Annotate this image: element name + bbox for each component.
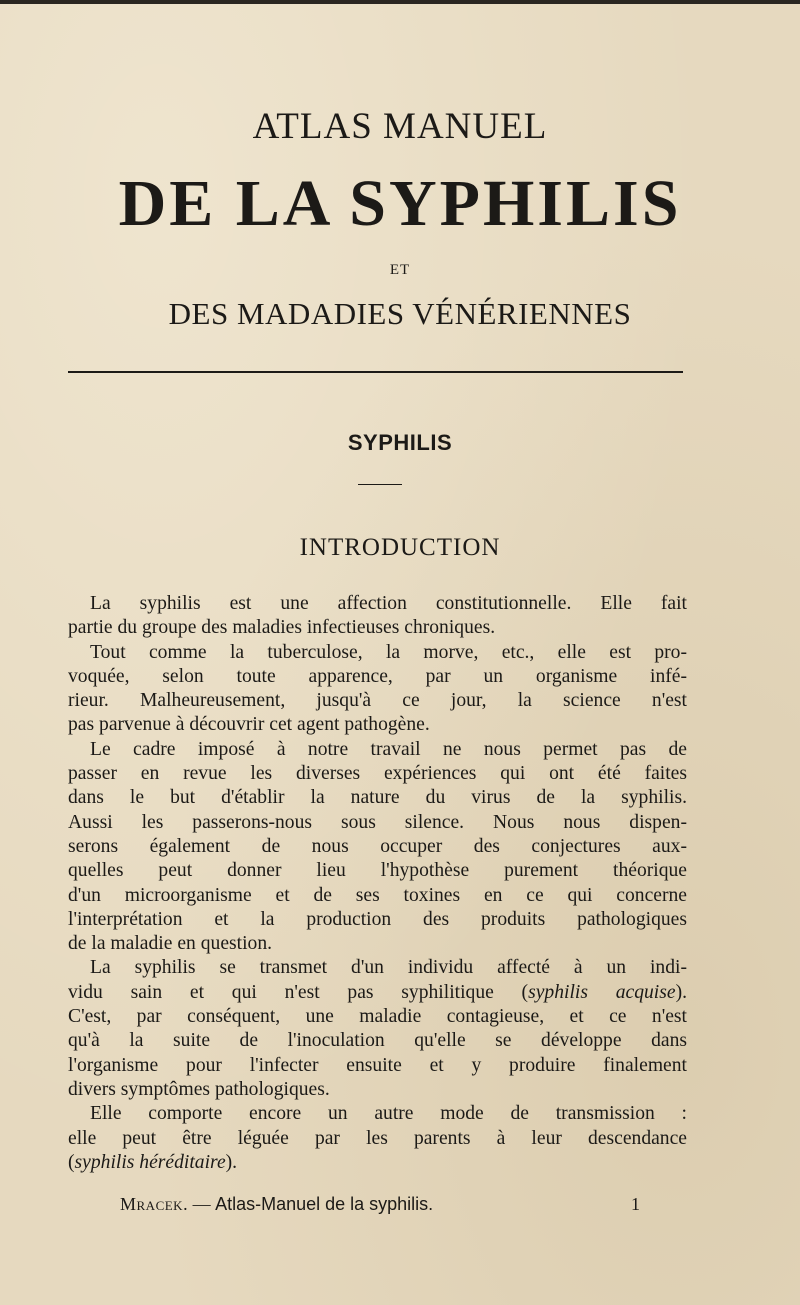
- text-line: de la maladie en question.: [68, 933, 273, 955]
- text-line: Tout comme la tuberculose, la morve, etc., elle est pro-: [90, 641, 687, 663]
- page-number: 1: [631, 1194, 640, 1214]
- text-line: l'interprétation et la production des produits pathologiques: [68, 908, 687, 930]
- text-line: Aussi les passerons-nous sous silence. Nous nous dispen-: [68, 811, 687, 833]
- text-line: passer en revue les diverses expériences qui ont été faites: [68, 763, 687, 785]
- paragraph: [68, 641, 687, 738]
- text-line: La syphilis est une affection constitutionnelle. Elle fait: [90, 593, 687, 614]
- text-line: partie du groupe des maladies infectieuses chroniques.: [68, 617, 496, 639]
- paragraph: [68, 956, 687, 1102]
- top-edge: [0, 0, 800, 4]
- footer-author: Mracek.: [120, 1194, 189, 1214]
- text-line: Le cadre imposé à notre travail ne nous permet pas de: [90, 738, 687, 760]
- title-line-3: DES MADADIES VÉNÉRIENNES: [168, 296, 632, 331]
- paragraph: [68, 1102, 687, 1175]
- section-divider: [358, 484, 402, 485]
- section-title: SYPHILIS: [347, 430, 453, 455]
- text-line: rieur. Malheureusement, jusqu'à ce jour, la science n'est: [68, 690, 687, 712]
- chapter-title: INTRODUCTION: [299, 534, 501, 561]
- title-line-1: ATLAS MANUEL: [252, 106, 548, 147]
- text-line: divers symptômes pathologiques.: [68, 1078, 330, 1100]
- footer-signature: [120, 1194, 433, 1215]
- body-text: [68, 592, 687, 1175]
- footer-book-title: Atlas-Manuel de la syphilis.: [215, 1194, 434, 1214]
- paragraph: [68, 738, 687, 957]
- title-conjunction: ET: [389, 262, 411, 278]
- text-line: elle peut être léguée par les parents à leur descendance: [68, 1127, 687, 1149]
- footer-dash: —: [192, 1194, 211, 1214]
- text-line: l'organisme pour l'infecter ensuite et y produire finalement: [68, 1054, 687, 1076]
- text-line: d'un microorganisme et de ses toxines en ce qui concerne: [68, 884, 687, 906]
- text-line: dans le but d'établir la nature du virus de la syphilis.: [68, 787, 687, 809]
- text-line: quelles peut donner lieu l'hypothèse purement théorique: [68, 860, 687, 882]
- text-line: pas parvenue à découvrir cet agent pathogène.: [68, 714, 430, 736]
- text-line: serons également de nous occuper des conjectures aux-: [68, 835, 687, 857]
- page-footer: [120, 1194, 640, 1215]
- text-line: C'est, par conséquent, une maladie contagieuse, et ce n'est: [68, 1006, 687, 1028]
- text-line: (syphilis héréditaire).: [68, 1151, 238, 1173]
- text-line: voquée, selon toute apparence, par un organisme infé-: [68, 665, 687, 687]
- paragraph: [68, 592, 687, 641]
- text-line: La syphilis se transmet d'un individu affecté à un indi-: [90, 957, 687, 979]
- title-line-2: DE LA SYPHILIS: [118, 167, 682, 240]
- text-line: Elle comporte encore un autre mode de transmission :: [90, 1103, 687, 1125]
- title-divider: [68, 371, 683, 373]
- text-line: qu'à la suite de l'inoculation qu'elle se développe dans: [68, 1030, 687, 1052]
- text-line: vidu sain et qui n'est pas syphilitique (syphilis acquise).: [68, 981, 688, 1003]
